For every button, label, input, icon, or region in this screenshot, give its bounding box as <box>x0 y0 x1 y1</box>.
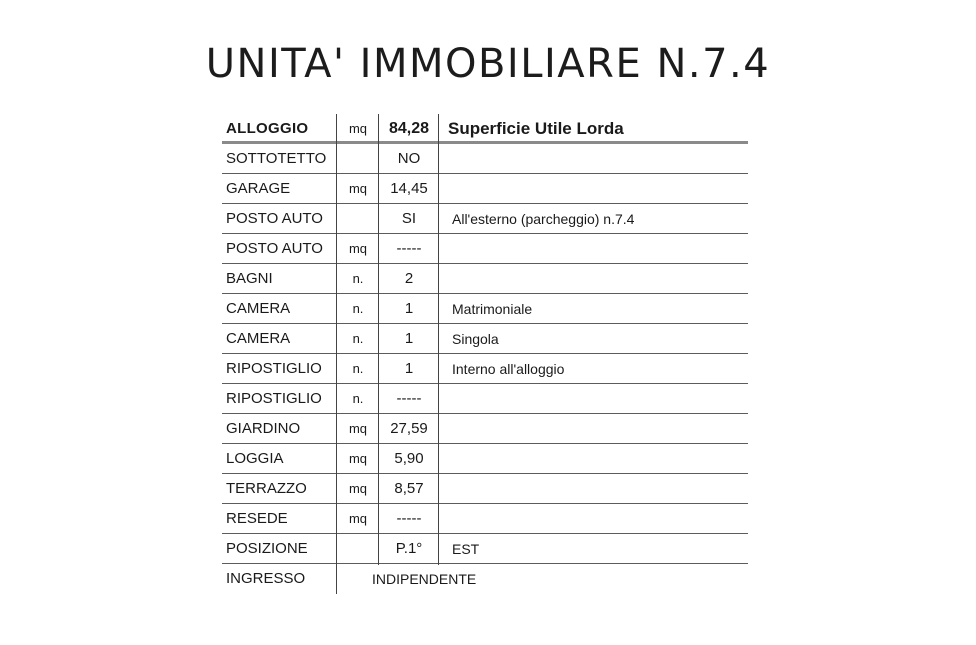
row-unit <box>338 204 378 234</box>
row-note <box>452 414 748 444</box>
row-unit <box>338 144 378 174</box>
row-value: 1 <box>404 300 414 317</box>
row-note: Singola <box>452 331 499 347</box>
row-unit: mq <box>348 241 368 256</box>
row-value: 5,90 <box>394 450 424 467</box>
row-label: POSIZIONE <box>226 540 308 557</box>
row-note <box>452 144 748 174</box>
row-label: POSTO AUTO <box>226 210 323 227</box>
row-note <box>452 474 748 504</box>
row-unit: mq <box>348 421 368 436</box>
row-label: LOGGIA <box>226 450 284 467</box>
row-label: SOTTOTETTO <box>226 150 327 167</box>
row-value: 14,45 <box>390 180 428 197</box>
row-unit: mq <box>348 181 368 196</box>
row-value: 1 <box>404 330 414 347</box>
table-row <box>222 324 748 354</box>
row-value: ----- <box>396 240 422 257</box>
table-row <box>222 444 748 474</box>
table-header-row <box>222 114 748 144</box>
row-value: 8,57 <box>394 480 424 497</box>
table-row <box>222 384 748 414</box>
row-note: EST <box>452 541 480 557</box>
row-label: CAMERA <box>226 330 291 347</box>
row-value: ----- <box>396 510 422 527</box>
row-unit: mq <box>348 451 368 466</box>
row-value: 2 <box>404 270 414 287</box>
row-unit: n. <box>352 331 364 346</box>
row-note: All'esterno (parcheggio) n.7.4 <box>452 211 635 227</box>
table-row <box>222 354 748 384</box>
table-row <box>222 264 748 294</box>
table-row <box>222 144 748 174</box>
table-row <box>222 504 748 534</box>
row-label: RIPOSTIGLIO <box>226 360 322 377</box>
table-row <box>222 534 748 564</box>
header-label: ALLOGGIO <box>226 120 309 137</box>
row-unit: n. <box>352 391 364 406</box>
row-note <box>452 174 748 204</box>
row-label: TERRAZZO <box>226 480 307 497</box>
row-note: Matrimoniale <box>452 301 533 317</box>
row-unit <box>338 534 378 564</box>
row-value: ----- <box>396 390 422 407</box>
row-note <box>452 234 748 264</box>
row-unit: n. <box>352 271 364 286</box>
row-label: POSTO AUTO <box>226 240 323 257</box>
column-divider <box>378 114 379 565</box>
column-divider <box>336 114 337 594</box>
row-note <box>452 504 748 534</box>
row-label: RESEDE <box>226 510 288 527</box>
row-label: RIPOSTIGLIO <box>226 390 322 407</box>
ingresso-row <box>222 564 748 594</box>
table-row <box>222 174 748 204</box>
row-note <box>452 444 748 474</box>
row-label: BAGNI <box>226 270 273 287</box>
property-table <box>222 114 748 594</box>
header-value: 84,28 <box>388 120 430 137</box>
row-unit: n. <box>352 361 364 376</box>
row-value: P.1° <box>395 540 423 557</box>
row-note: Interno all'alloggio <box>452 361 565 377</box>
row-label: GARAGE <box>226 180 291 197</box>
table-row <box>222 414 748 444</box>
row-unit: mq <box>348 481 368 496</box>
row-value: 27,59 <box>390 420 428 437</box>
row-note <box>452 264 748 294</box>
ingresso-label: INGRESSO <box>226 570 306 587</box>
row-value: NO <box>397 150 421 167</box>
ingresso-value: INDIPENDENTE <box>372 571 477 587</box>
header-unit: mq <box>348 121 368 136</box>
table-row <box>222 234 748 264</box>
row-label: GIARDINO <box>226 420 301 437</box>
row-note <box>452 384 748 414</box>
table-row <box>222 294 748 324</box>
table-row <box>222 474 748 504</box>
column-divider <box>438 114 439 565</box>
table-row <box>222 204 748 234</box>
row-unit: mq <box>348 511 368 526</box>
row-value: SI <box>401 210 417 227</box>
page-title: UNITA' IMMOBILIARE N.7.4 <box>205 41 771 87</box>
row-value: 1 <box>404 360 414 377</box>
row-label: CAMERA <box>226 300 291 317</box>
header-note: Superficie Utile Lorda <box>448 119 624 138</box>
row-unit: n. <box>352 301 364 316</box>
